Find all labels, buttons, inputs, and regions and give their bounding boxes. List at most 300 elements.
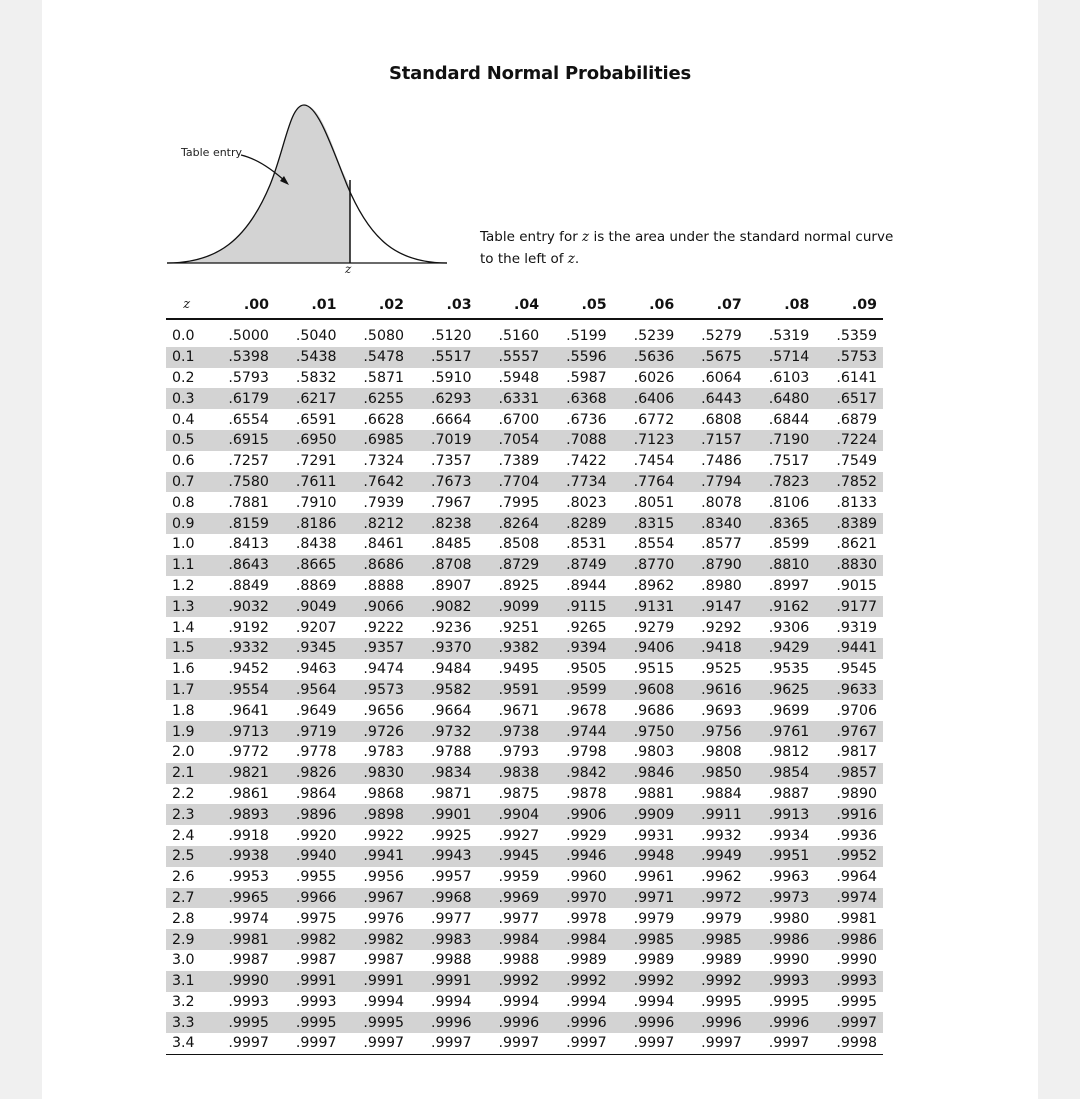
probability-cell: .5080 — [363, 328, 405, 345]
probability-cell: .9846 — [613, 763, 681, 784]
probability-cell: .9808 — [701, 744, 742, 761]
probability-cell: .9934 — [768, 827, 810, 844]
probability-cell: .9608 — [613, 680, 681, 701]
probability-cell: .9995 — [768, 993, 810, 1010]
table-row — [166, 472, 883, 493]
probability-cell: .7486 — [701, 453, 742, 470]
probability-cell: .6217 — [275, 388, 343, 409]
probability-cell: .9986 — [748, 929, 816, 950]
z-value-cell: 0.5 — [166, 430, 207, 451]
probability-cell: .6772 — [633, 411, 675, 428]
table-header-row — [166, 291, 883, 319]
probability-cell: .9977 — [498, 910, 540, 927]
probability-cell: .9738 — [478, 721, 546, 742]
probability-cell: .5359 — [836, 328, 877, 345]
probability-cell: .9943 — [410, 846, 478, 867]
z-value-cell: 1.2 — [172, 577, 195, 594]
probability-cell: .9292 — [701, 619, 742, 636]
probability-cell: .9625 — [748, 680, 816, 701]
z-value-cell: 3.3 — [166, 1012, 207, 1033]
table-row — [166, 513, 883, 534]
probability-cell: .9573 — [343, 680, 411, 701]
probability-cell: .9986 — [815, 929, 883, 950]
probability-cell: .9868 — [363, 785, 405, 802]
page-title: Standard Normal Probabilities — [389, 63, 691, 84]
z-value-cell: 0.1 — [166, 347, 207, 368]
probability-cell: .9951 — [748, 846, 816, 867]
probability-cell: .9966 — [275, 888, 343, 909]
table-row — [166, 784, 883, 805]
probability-cell: .7794 — [680, 472, 748, 493]
probability-cell: .9987 — [363, 952, 405, 969]
probability-cell: .6879 — [836, 411, 877, 428]
probability-cell: .9997 — [566, 1035, 607, 1052]
probability-cell: .9616 — [680, 680, 748, 701]
probability-cell: .9984 — [545, 929, 613, 950]
probability-cell: .5239 — [633, 328, 675, 345]
probability-cell: .9982 — [343, 929, 411, 950]
probability-cell: .9906 — [545, 804, 613, 825]
probability-cell: .9793 — [498, 744, 540, 761]
probability-cell: .9671 — [498, 702, 540, 719]
probability-cell: .9996 — [478, 1012, 546, 1033]
probability-cell: .6331 — [478, 388, 546, 409]
caption-text: . — [574, 251, 580, 267]
probability-cell: .9279 — [633, 619, 675, 636]
probability-cell: .9922 — [363, 827, 405, 844]
probability-cell: .8686 — [343, 555, 411, 576]
z-value-cell: 2.2 — [172, 785, 195, 802]
probability-cell: .9545 — [836, 661, 877, 678]
probability-cell: .5398 — [207, 347, 275, 368]
probability-cell: .9826 — [275, 763, 343, 784]
probability-cell: .8888 — [363, 577, 405, 594]
probability-cell: .6480 — [748, 388, 816, 409]
probability-cell: .7939 — [363, 494, 405, 511]
probability-cell: .9972 — [680, 888, 748, 909]
probability-cell: .8554 — [633, 536, 675, 553]
probability-cell: .5199 — [566, 328, 607, 345]
probability-cell: .6985 — [343, 430, 411, 451]
caption-var: z — [567, 251, 575, 267]
probability-cell: .8106 — [768, 494, 810, 511]
probability-cell: .9997 — [430, 1035, 472, 1052]
z-value-cell: 2.6 — [172, 869, 195, 886]
z-value-cell: 2.1 — [166, 763, 207, 784]
probability-cell: .7734 — [545, 472, 613, 493]
column-header: .02 — [343, 291, 411, 319]
probability-cell: .7088 — [545, 430, 613, 451]
z-value-cell: 3.2 — [172, 993, 195, 1010]
probability-cell: .7852 — [815, 472, 883, 493]
z-value-cell: 0.3 — [166, 388, 207, 409]
probability-cell: .9649 — [295, 702, 337, 719]
probability-cell: .8997 — [768, 577, 810, 594]
probability-cell: .6103 — [768, 369, 810, 386]
probability-cell: .8980 — [701, 577, 742, 594]
probability-cell: .9732 — [410, 721, 478, 742]
probability-cell: .9082 — [410, 596, 478, 617]
probability-cell: .9842 — [545, 763, 613, 784]
probability-cell: .9812 — [768, 744, 810, 761]
probability-cell: .9997 — [498, 1035, 540, 1052]
probability-cell: .6664 — [430, 411, 472, 428]
z-value-cell: 1.5 — [166, 638, 207, 659]
probability-cell: .9678 — [566, 702, 607, 719]
probability-cell: .5753 — [815, 347, 883, 368]
probability-cell: .8438 — [295, 536, 337, 553]
probability-cell: .8790 — [680, 555, 748, 576]
z-value-cell: 2.9 — [166, 929, 207, 950]
probability-cell: .9265 — [566, 619, 607, 636]
probability-cell: .9192 — [228, 619, 269, 636]
probability-cell: .7549 — [836, 453, 877, 470]
probability-cell: .9938 — [207, 846, 275, 867]
probability-cell: .9931 — [633, 827, 675, 844]
probability-cell: .8770 — [613, 555, 681, 576]
probability-cell: .6844 — [768, 411, 810, 428]
column-header: .07 — [680, 291, 748, 319]
probability-cell: .8289 — [545, 513, 613, 534]
probability-cell: .9975 — [295, 910, 337, 927]
probability-cell: .9162 — [748, 596, 816, 617]
probability-cell: .9996 — [545, 1012, 613, 1033]
probability-cell: .9982 — [275, 929, 343, 950]
probability-cell: .9370 — [410, 638, 478, 659]
probability-cell: .9463 — [295, 661, 337, 678]
probability-cell: .7019 — [410, 430, 478, 451]
probability-cell: .8849 — [228, 577, 269, 594]
z-value-cell: 2.8 — [172, 910, 195, 927]
probability-cell: .9971 — [613, 888, 681, 909]
probability-cell: .9967 — [343, 888, 411, 909]
probability-cell: .9996 — [748, 1012, 816, 1033]
probability-cell: .8365 — [748, 513, 816, 534]
probability-cell: .7910 — [295, 494, 337, 511]
probability-cell: .9783 — [363, 744, 405, 761]
probability-cell: .9953 — [228, 869, 269, 886]
z-value-cell: 0.8 — [172, 494, 195, 511]
table-row — [166, 950, 883, 971]
probability-cell: .9664 — [430, 702, 472, 719]
table-row — [166, 825, 883, 846]
probability-cell: .9993 — [748, 971, 816, 992]
probability-cell: .9973 — [748, 888, 816, 909]
probability-cell: .9932 — [701, 827, 742, 844]
z-axis-label: z — [345, 262, 352, 276]
probability-cell: .9968 — [410, 888, 478, 909]
probability-cell: .9993 — [295, 993, 337, 1010]
probability-cell: .9989 — [701, 952, 742, 969]
table-row — [166, 721, 883, 742]
probability-cell: .9927 — [498, 827, 540, 844]
probability-cell: .9992 — [545, 971, 613, 992]
probability-cell: .9929 — [566, 827, 607, 844]
probability-cell: .9995 — [836, 993, 877, 1010]
probability-cell: .5793 — [228, 369, 269, 386]
probability-cell: .9997 — [701, 1035, 742, 1052]
probability-cell: .5596 — [545, 347, 613, 368]
probability-cell: .9115 — [545, 596, 613, 617]
probability-cell: .9997 — [633, 1035, 675, 1052]
probability-cell: .9887 — [768, 785, 810, 802]
probability-cell: .9959 — [498, 869, 540, 886]
probability-cell: .9936 — [836, 827, 877, 844]
probability-cell: .5319 — [768, 328, 810, 345]
probability-cell: .9147 — [680, 596, 748, 617]
probability-cell: .6026 — [633, 369, 675, 386]
probability-cell: .8159 — [207, 513, 275, 534]
probability-table — [166, 291, 883, 1061]
probability-cell: .9965 — [207, 888, 275, 909]
probability-cell: .8599 — [768, 536, 810, 553]
probability-cell: .9991 — [275, 971, 343, 992]
probability-cell: .9964 — [836, 869, 877, 886]
probability-cell: .9969 — [478, 888, 546, 909]
z-value-cell: 1.9 — [166, 721, 207, 742]
probability-cell: .9177 — [815, 596, 883, 617]
probability-cell: .9850 — [680, 763, 748, 784]
table-row — [166, 451, 883, 472]
table-row — [166, 680, 883, 701]
probability-cell: .9989 — [633, 952, 675, 969]
probability-cell: .9484 — [430, 661, 472, 678]
probability-cell: .7673 — [410, 472, 478, 493]
probability-cell: .9898 — [343, 804, 411, 825]
column-header: .00 — [207, 291, 275, 319]
table-row — [166, 617, 883, 638]
probability-cell: .9756 — [680, 721, 748, 742]
probability-cell: .9994 — [430, 993, 472, 1010]
probability-cell: .9941 — [343, 846, 411, 867]
z-value-cell: 1.6 — [172, 661, 195, 678]
probability-cell: .5557 — [478, 347, 546, 368]
probability-cell: .9032 — [207, 596, 275, 617]
table-row — [166, 368, 883, 389]
probability-cell: .8869 — [295, 577, 337, 594]
probability-cell: .9345 — [275, 638, 343, 659]
probability-cell: .9976 — [363, 910, 405, 927]
probability-cell: .7704 — [478, 472, 546, 493]
probability-cell: .9920 — [295, 827, 337, 844]
probability-cell: .9803 — [633, 744, 675, 761]
probability-cell: .9582 — [410, 680, 478, 701]
probability-cell: .7054 — [478, 430, 546, 451]
probability-cell: .7389 — [498, 453, 540, 470]
probability-cell: .9961 — [633, 869, 675, 886]
probability-cell: .9990 — [768, 952, 810, 969]
table-row — [166, 576, 883, 597]
probability-cell: .9911 — [680, 804, 748, 825]
table-row — [166, 804, 883, 825]
probability-cell: .9015 — [836, 577, 877, 594]
probability-cell: .9985 — [613, 929, 681, 950]
caption-text: is the area under the standard normal curve to the left of — [480, 229, 894, 267]
probability-cell: .8665 — [275, 555, 343, 576]
probability-cell: .9981 — [207, 929, 275, 950]
probability-cell: .9997 — [768, 1035, 810, 1052]
probability-cell: .8708 — [410, 555, 478, 576]
z-value-cell: 0.0 — [172, 328, 195, 345]
probability-cell: .9987 — [228, 952, 269, 969]
probability-cell: .9884 — [701, 785, 742, 802]
probability-cell: .6628 — [363, 411, 405, 428]
probability-cell: .9996 — [680, 1012, 748, 1033]
probability-cell: .9772 — [228, 744, 269, 761]
probability-cell: .9319 — [836, 619, 877, 636]
probability-cell: .5517 — [410, 347, 478, 368]
probability-cell: .6808 — [701, 411, 742, 428]
probability-cell: .8389 — [815, 513, 883, 534]
z-value-cell: 3.4 — [172, 1035, 195, 1052]
table-entry-label: Table entry — [181, 146, 243, 159]
table-row — [166, 929, 883, 950]
probability-cell: .9713 — [207, 721, 275, 742]
probability-cell: .5160 — [498, 328, 540, 345]
probability-cell: .5279 — [701, 328, 742, 345]
table-row — [166, 319, 883, 347]
probability-cell: .9995 — [701, 993, 742, 1010]
probability-cell: .8315 — [613, 513, 681, 534]
probability-cell: .9993 — [228, 993, 269, 1010]
column-header: .03 — [410, 291, 478, 319]
probability-cell: .9821 — [207, 763, 275, 784]
z-value-cell: 2.3 — [166, 804, 207, 825]
probability-cell: .7967 — [430, 494, 472, 511]
probability-cell: .9998 — [836, 1035, 877, 1052]
table-row — [166, 971, 883, 992]
column-header: .05 — [545, 291, 613, 319]
probability-cell: .9357 — [343, 638, 411, 659]
table-row — [166, 347, 883, 368]
probability-cell: .9726 — [343, 721, 411, 742]
probability-cell: .8238 — [410, 513, 478, 534]
probability-cell: .9901 — [410, 804, 478, 825]
probability-cell: .5832 — [295, 369, 337, 386]
probability-cell: .9871 — [430, 785, 472, 802]
probability-cell: .7580 — [207, 472, 275, 493]
z-value-cell: 3.0 — [172, 952, 195, 969]
table-row — [166, 534, 883, 555]
probability-cell: .9706 — [836, 702, 877, 719]
probability-cell: .9893 — [207, 804, 275, 825]
probability-cell: .6179 — [207, 388, 275, 409]
z-value-cell: 0.7 — [166, 472, 207, 493]
table-row — [166, 1012, 883, 1033]
table-row — [166, 659, 883, 680]
probability-cell: .8340 — [680, 513, 748, 534]
probability-cell: .9994 — [363, 993, 405, 1010]
probability-cell: .5987 — [566, 369, 607, 386]
probability-cell: .9974 — [228, 910, 269, 927]
probability-cell: .9995 — [343, 1012, 411, 1033]
probability-cell: .9994 — [633, 993, 675, 1010]
probability-cell: .9940 — [275, 846, 343, 867]
probability-cell: .9207 — [295, 619, 337, 636]
probability-cell: .9525 — [701, 661, 742, 678]
probability-cell: .9990 — [836, 952, 877, 969]
probability-cell: .7995 — [498, 494, 540, 511]
probability-cell: .9980 — [768, 910, 810, 927]
probability-cell: .9916 — [815, 804, 883, 825]
probability-cell: .9994 — [498, 993, 540, 1010]
probability-cell: .9834 — [410, 763, 478, 784]
table-row — [166, 1033, 883, 1054]
probability-cell: .9767 — [815, 721, 883, 742]
document-page — [42, 0, 1038, 1099]
probability-cell: .9382 — [478, 638, 546, 659]
probability-cell: .9699 — [768, 702, 810, 719]
probability-cell: .8531 — [566, 536, 607, 553]
probability-cell: .9925 — [430, 827, 472, 844]
probability-cell: .8830 — [815, 555, 883, 576]
z-value-cell: 3.1 — [166, 971, 207, 992]
column-header: .01 — [275, 291, 343, 319]
probability-cell: .6591 — [295, 411, 337, 428]
shaded-area — [167, 105, 350, 263]
probability-cell: .6368 — [545, 388, 613, 409]
probability-cell: .9990 — [207, 971, 275, 992]
probability-cell: .9452 — [228, 661, 269, 678]
probability-cell: .9991 — [343, 971, 411, 992]
probability-cell: .9974 — [815, 888, 883, 909]
probability-cell: .9564 — [275, 680, 343, 701]
probability-cell: .9515 — [633, 661, 675, 678]
probability-cell: .8461 — [363, 536, 405, 553]
probability-cell: .6255 — [343, 388, 411, 409]
probability-cell: .9693 — [701, 702, 742, 719]
probability-cell: .9066 — [343, 596, 411, 617]
probability-cell: .8212 — [343, 513, 411, 534]
z-value-cell: 1.4 — [172, 619, 195, 636]
probability-cell: .9817 — [836, 744, 877, 761]
probability-cell: .9881 — [633, 785, 675, 802]
probability-cell: .7517 — [768, 453, 810, 470]
column-header: .08 — [748, 291, 816, 319]
probability-cell: .8078 — [701, 494, 742, 511]
probability-cell: .7291 — [295, 453, 337, 470]
probability-cell: .5675 — [680, 347, 748, 368]
probability-cell: .7190 — [748, 430, 816, 451]
probability-cell: .9633 — [815, 680, 883, 701]
probability-cell: .9830 — [343, 763, 411, 784]
probability-cell: .9949 — [680, 846, 748, 867]
probability-cell: .9857 — [815, 763, 883, 784]
table-row — [166, 555, 883, 576]
probability-cell: .9979 — [701, 910, 742, 927]
probability-cell: .9963 — [768, 869, 810, 886]
probability-cell: .9996 — [410, 1012, 478, 1033]
caption-var: z — [582, 229, 590, 245]
probability-cell: .5438 — [275, 347, 343, 368]
table-row — [166, 492, 883, 513]
probability-cell: .8944 — [566, 577, 607, 594]
probability-cell: .9641 — [228, 702, 269, 719]
probability-cell: .6915 — [207, 430, 275, 451]
column-header-z: z — [166, 291, 207, 319]
z-value-cell: 1.1 — [166, 555, 207, 576]
probability-cell: .7611 — [275, 472, 343, 493]
probability-cell: .5948 — [498, 369, 540, 386]
probability-cell: .9978 — [566, 910, 607, 927]
table-row — [166, 867, 883, 888]
probability-cell: .6064 — [701, 369, 742, 386]
table-row — [166, 888, 883, 909]
normal-curve-figure — [42, 0, 462, 280]
table-row — [166, 763, 883, 784]
table-row — [166, 409, 883, 430]
probability-cell: .9099 — [478, 596, 546, 617]
